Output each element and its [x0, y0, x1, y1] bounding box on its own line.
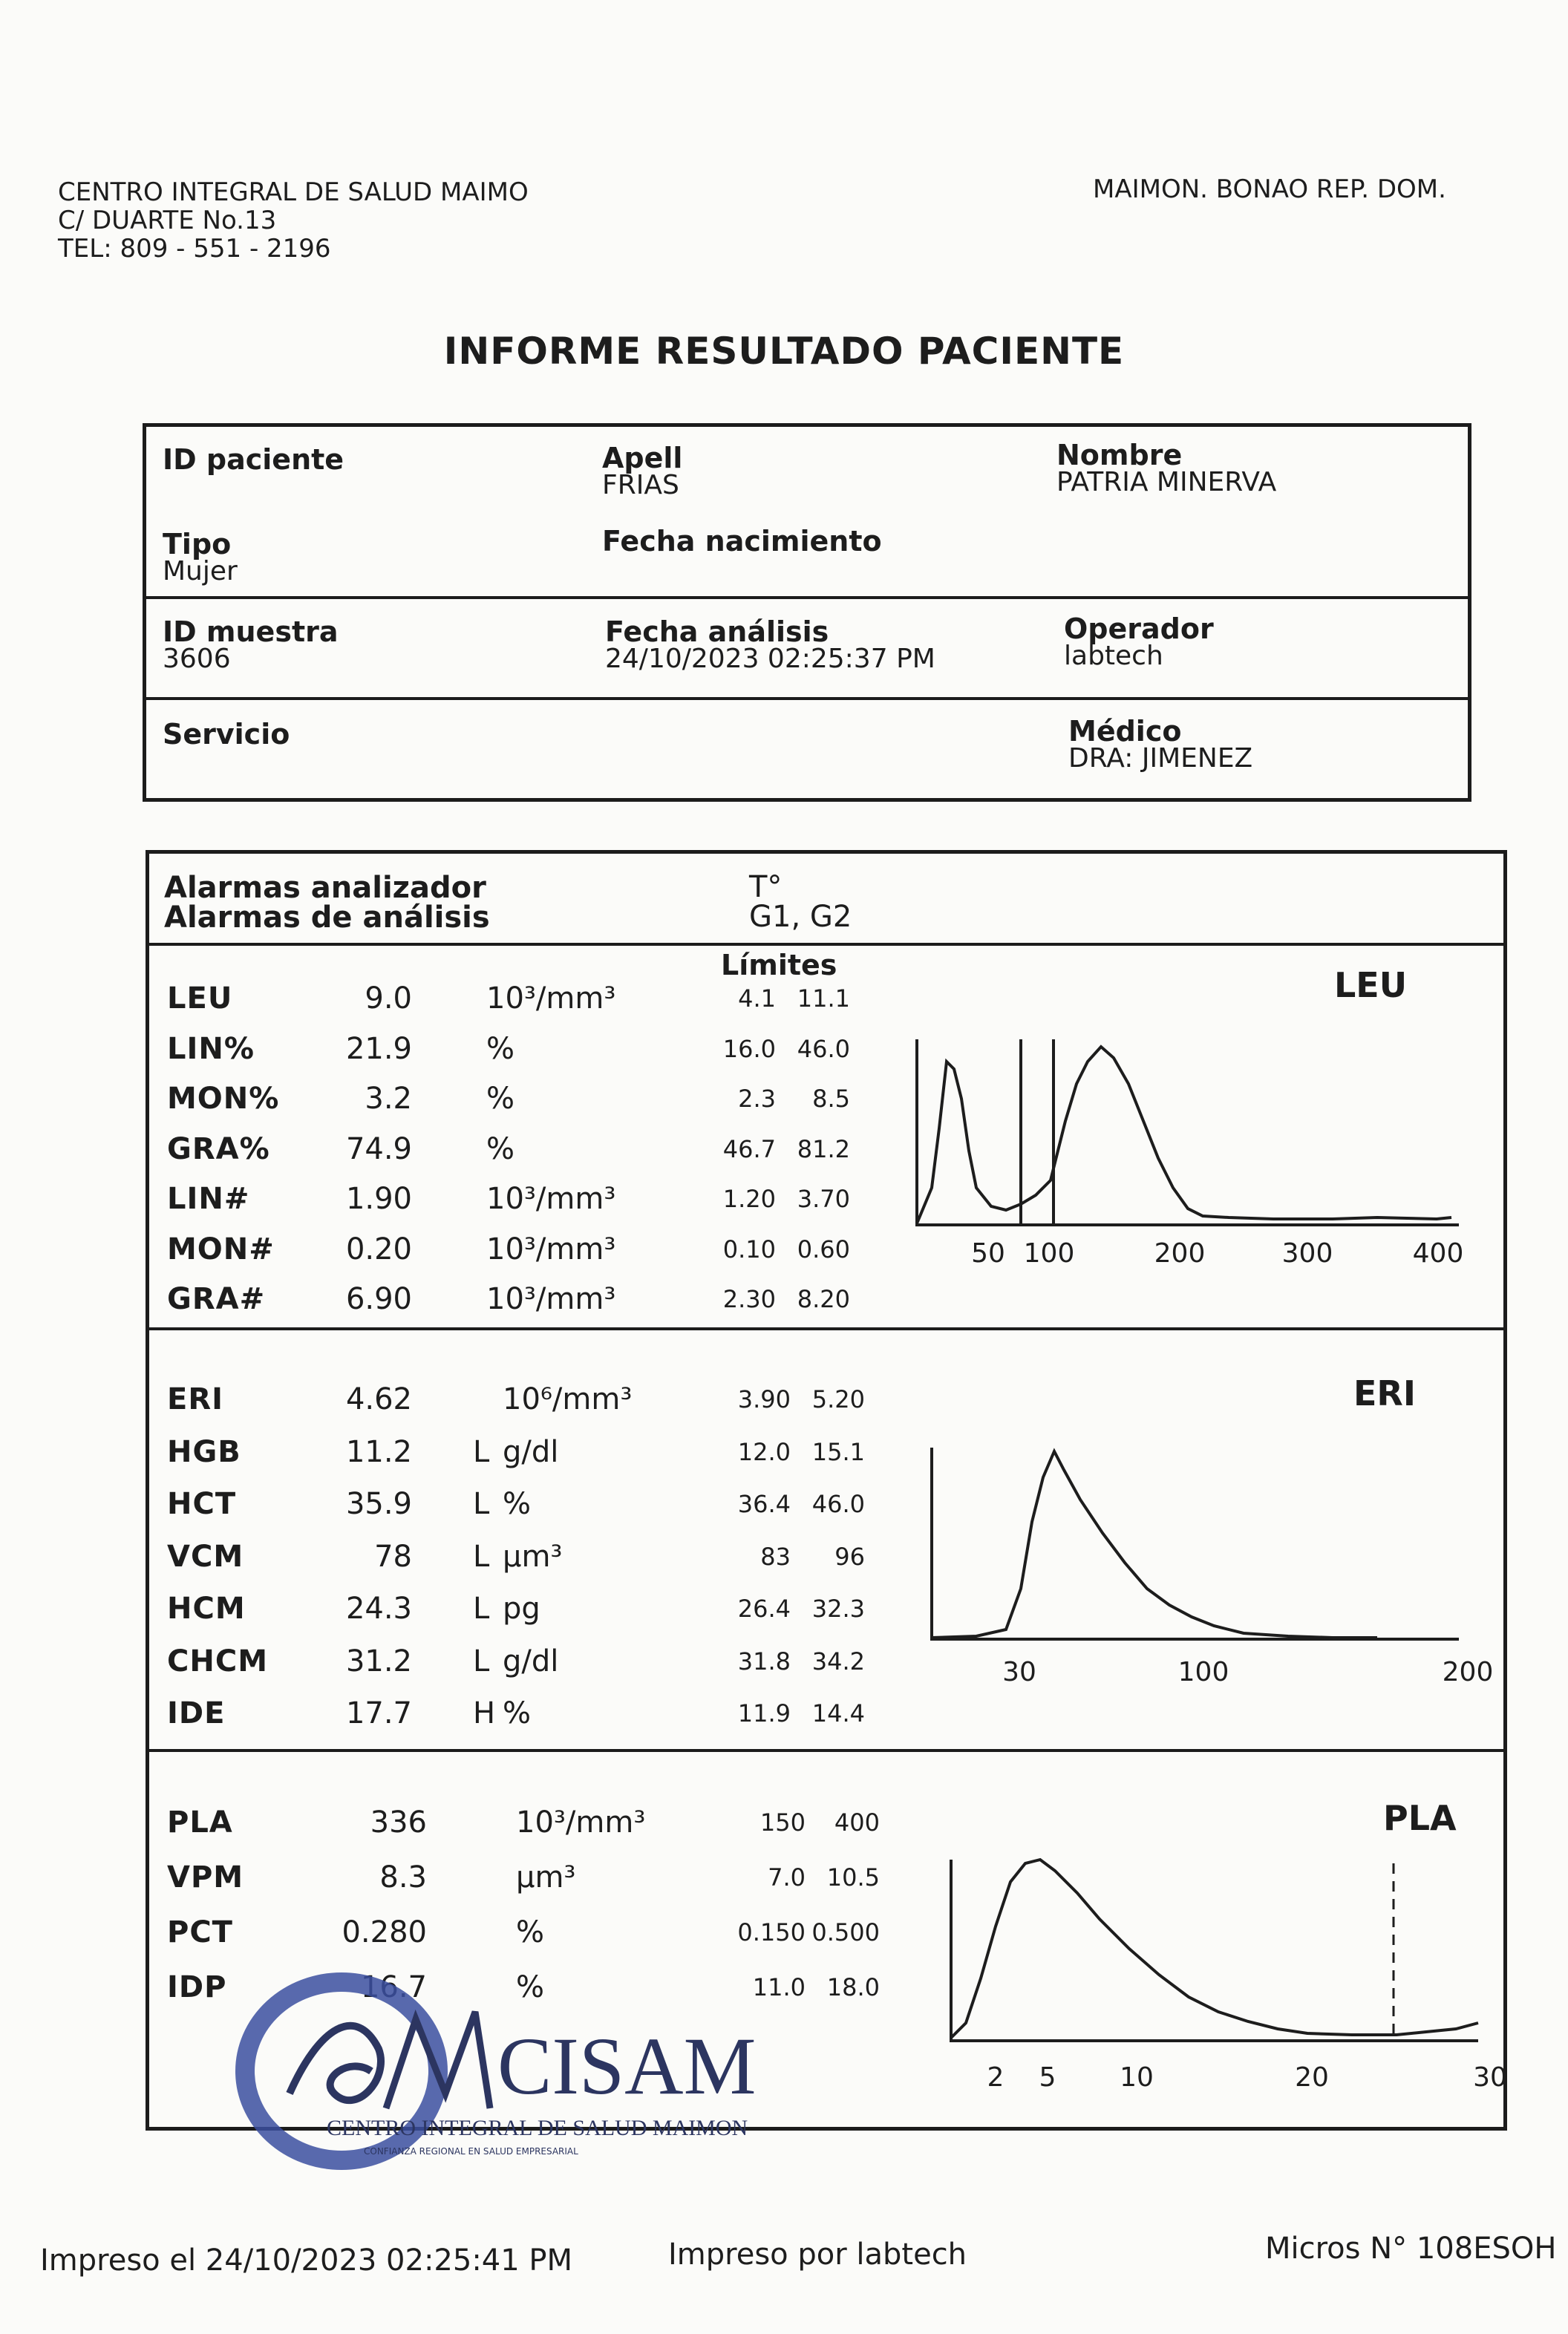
result-limit-low: 46.7 [722, 1134, 776, 1163]
result-limit-low: 16.0 [722, 1034, 776, 1063]
result-limit-high: 96 [834, 1542, 865, 1571]
result-limit-low: 1.20 [722, 1185, 776, 1213]
axis-tick-label: 200 [1154, 1238, 1206, 1269]
result-value: 3.2 [365, 1082, 412, 1116]
id-muestra-label: ID muestra [163, 615, 339, 648]
result-value: 35.9 [345, 1487, 412, 1521]
result-limit-low: 4.1 [738, 984, 776, 1013]
alarmas-analizador-label: Alarmas analizador [164, 871, 486, 905]
alarmas-analizador-value: T° [749, 870, 783, 904]
result-unit: 10³/mm³ [516, 1805, 646, 1840]
result-name: MON# [167, 1232, 275, 1266]
logo-text: CISAM [497, 2021, 757, 2111]
result-unit: µm³ [503, 1539, 563, 1574]
id-paciente-label: ID paciente [163, 443, 344, 476]
result-limit-low: 31.8 [737, 1647, 791, 1676]
result-row [167, 1231, 909, 1268]
result-unit: 10³/mm³ [486, 1232, 616, 1266]
result-row [167, 1914, 909, 1951]
center-name: CENTRO INTEGRAL DE SALUD MAIMO [58, 177, 529, 207]
result-row [167, 1131, 909, 1168]
result-name: CHCM [167, 1644, 268, 1678]
result-row [167, 1804, 909, 1841]
fecha-analisis-value: 24/10/2023 02:25:37 PM [605, 644, 935, 674]
result-name: PLA [167, 1805, 233, 1840]
axis-tick-label: 2 [987, 2062, 1004, 2093]
result-row [167, 1434, 909, 1471]
result-limit-low: 0.10 [722, 1235, 776, 1264]
result-unit: 10³/mm³ [486, 1182, 616, 1216]
result-value: 336 [370, 1805, 427, 1840]
result-limit-high: 34.2 [811, 1647, 865, 1676]
result-row [167, 1695, 909, 1732]
result-limit-high: 5.20 [811, 1385, 865, 1413]
axis-tick-label: 200 [1442, 1657, 1494, 1687]
tipo-value: Mujer [163, 556, 238, 586]
device-number: Micros N° 108ESOH [1265, 2232, 1557, 2266]
result-value: 1.90 [345, 1182, 412, 1216]
result-unit: % [516, 1915, 545, 1949]
result-limit-high: 46.0 [797, 1034, 850, 1063]
result-unit: 10⁶/mm³ [503, 1382, 633, 1416]
result-limit-low: 2.30 [722, 1285, 776, 1313]
apell-value: FRIAS [602, 470, 679, 500]
fecha-analisis-label: Fecha análisis [605, 615, 829, 648]
result-flag: L [473, 1592, 490, 1626]
result-limit-high: 3.70 [797, 1185, 850, 1213]
result-row [167, 1590, 909, 1627]
result-limit-high: 0.60 [797, 1235, 850, 1264]
result-value: 9.0 [365, 981, 412, 1016]
result-value: 16.7 [360, 1970, 427, 2004]
alarmas-analisis-value: G1, G2 [749, 900, 852, 934]
apell-label: Apell [602, 442, 683, 474]
result-row [167, 1859, 909, 1896]
pla-histogram [951, 1860, 1493, 2045]
result-flag: L [473, 1539, 490, 1574]
result-limit-high: 8.5 [812, 1085, 850, 1113]
printed-by: Impreso por labtech [668, 2237, 967, 2272]
result-name: LIN% [167, 1031, 255, 1066]
center-location: MAIMON. BONAO REP. DOM. [1093, 174, 1446, 204]
result-name: IDP [167, 1970, 227, 2004]
axis-tick-label: 50 [971, 1238, 1005, 1269]
result-limit-low: 2.3 [738, 1085, 776, 1113]
result-limit-low: 12.0 [737, 1437, 791, 1466]
printed-date: Impreso el 24/10/2023 02:25:41 PM [40, 2243, 573, 2278]
result-row [167, 980, 909, 1017]
result-flag: L [473, 1434, 490, 1469]
result-limit-high: 46.0 [811, 1490, 865, 1518]
result-value: 8.3 [379, 1860, 427, 1895]
result-row [167, 1281, 909, 1318]
result-row [167, 1381, 909, 1418]
result-unit: % [486, 1131, 515, 1166]
axis-tick-label: 30 [1002, 1657, 1036, 1687]
result-row [167, 1643, 909, 1680]
medico-value: DRA: JIMENEZ [1068, 743, 1253, 774]
pla-chart-title: PLA [1383, 1798, 1457, 1838]
fecha-nacimiento-label: Fecha nacimiento [602, 525, 882, 558]
patient-info-box [143, 423, 1471, 802]
result-limit-low: 0.150 [737, 1918, 806, 1946]
result-name: ERI [167, 1382, 224, 1416]
axis-tick-label: 400 [1412, 1238, 1464, 1269]
result-name: PCT [167, 1915, 233, 1949]
axis-tick-label: 5 [1039, 2062, 1056, 2093]
logo-tagline: CONFIANZA REGIONAL EN SALUD EMPRESARIAL [364, 2146, 578, 2157]
result-unit: % [516, 1970, 545, 2004]
center-phone: TEL: 809 - 551 - 2196 [58, 234, 331, 264]
result-limit-high: 15.1 [811, 1437, 865, 1466]
result-name: LEU [167, 981, 233, 1016]
result-row [167, 1030, 909, 1068]
result-flag: L [473, 1644, 490, 1678]
logo-subtitle: CENTRO INTEGRAL DE SALUD MAIMON [327, 2116, 748, 2140]
result-name: LIN# [167, 1182, 250, 1216]
result-value: 17.7 [345, 1696, 412, 1730]
result-limit-high: 400 [834, 1808, 880, 1837]
report-title: INFORME RESULTADO PACIENTE [443, 330, 1125, 373]
tipo-label: Tipo [163, 528, 232, 560]
result-unit: % [486, 1082, 515, 1116]
result-limit-low: 7.0 [768, 1863, 806, 1892]
medico-label: Médico [1068, 715, 1182, 748]
id-muestra-value: 3606 [163, 644, 231, 674]
result-unit: % [486, 1031, 515, 1066]
result-limit-low: 83 [760, 1542, 791, 1571]
result-limit-low: 150 [760, 1808, 806, 1837]
result-unit: % [503, 1696, 532, 1730]
axis-tick-label: 100 [1023, 1238, 1075, 1269]
axis-tick-label: 10 [1120, 2062, 1154, 2093]
result-value: 0.20 [345, 1232, 412, 1266]
leu-chart-title: LEU [1334, 965, 1408, 1005]
result-name: IDE [167, 1696, 226, 1730]
result-value: 0.280 [342, 1915, 427, 1949]
result-name: GRA# [167, 1282, 266, 1316]
result-row [167, 1180, 909, 1217]
result-unit: 10³/mm³ [486, 981, 616, 1016]
result-value: 21.9 [345, 1031, 412, 1066]
eri-histogram [932, 1448, 1481, 1648]
result-unit: g/dl [503, 1434, 559, 1469]
result-flag: H [473, 1696, 496, 1730]
result-limit-high: 32.3 [811, 1595, 865, 1623]
cisam-logo-stamp [230, 1960, 757, 2175]
result-limit-low: 26.4 [737, 1595, 791, 1623]
result-flag: L [473, 1487, 490, 1521]
result-name: HCM [167, 1592, 246, 1626]
result-name: VCM [167, 1539, 244, 1574]
result-value: 6.90 [345, 1282, 412, 1316]
result-unit: pg [503, 1592, 540, 1626]
result-limit-high: 14.4 [811, 1699, 865, 1727]
result-unit: % [503, 1487, 532, 1521]
result-limit-low: 11.9 [737, 1699, 791, 1727]
axis-tick-label: 100 [1177, 1657, 1229, 1687]
result-name: HGB [167, 1434, 241, 1469]
nombre-label: Nombre [1056, 439, 1183, 471]
result-limit-high: 0.500 [811, 1918, 880, 1946]
result-value: 31.2 [345, 1644, 412, 1678]
limites-label: Límites [721, 949, 837, 981]
result-value: 74.9 [345, 1131, 412, 1166]
result-limit-high: 18.0 [826, 1973, 880, 2001]
result-row [167, 1485, 909, 1523]
result-name: VPM [167, 1860, 244, 1895]
result-name: HCT [167, 1487, 237, 1521]
result-limit-high: 11.1 [797, 984, 850, 1013]
result-name: GRA% [167, 1131, 270, 1166]
result-limit-low: 11.0 [752, 1973, 806, 2001]
operador-value: labtech [1064, 641, 1163, 671]
result-value: 4.62 [345, 1382, 412, 1416]
result-limit-high: 81.2 [797, 1134, 850, 1163]
leu-histogram [917, 1039, 1481, 1232]
result-unit: µm³ [516, 1860, 576, 1895]
axis-tick-label: 20 [1295, 2062, 1329, 2093]
result-limit-high: 10.5 [826, 1863, 880, 1892]
result-value: 11.2 [345, 1434, 412, 1469]
result-limit-low: 36.4 [737, 1490, 791, 1518]
nombre-value: PATRIA MINERVA [1056, 467, 1277, 497]
alarmas-analisis-label: Alarmas de análisis [164, 900, 490, 935]
result-limit-high: 8.20 [797, 1285, 850, 1313]
axis-tick-label: 300 [1281, 1238, 1333, 1269]
result-unit: g/dl [503, 1644, 559, 1678]
result-unit: 10³/mm³ [486, 1282, 616, 1316]
result-limit-low: 3.90 [737, 1385, 791, 1413]
results-box [146, 850, 1507, 2131]
result-row [167, 1080, 909, 1117]
result-value: 24.3 [345, 1592, 412, 1626]
center-address: C/ DUARTE No.13 [58, 206, 277, 235]
servicio-label: Servicio [163, 718, 290, 751]
operador-label: Operador [1064, 612, 1214, 645]
axis-tick-label: 30 [1473, 2062, 1507, 2093]
eri-chart-title: ERI [1353, 1373, 1416, 1413]
result-value: 78 [374, 1539, 412, 1574]
result-name: MON% [167, 1082, 280, 1116]
result-row [167, 1538, 909, 1575]
